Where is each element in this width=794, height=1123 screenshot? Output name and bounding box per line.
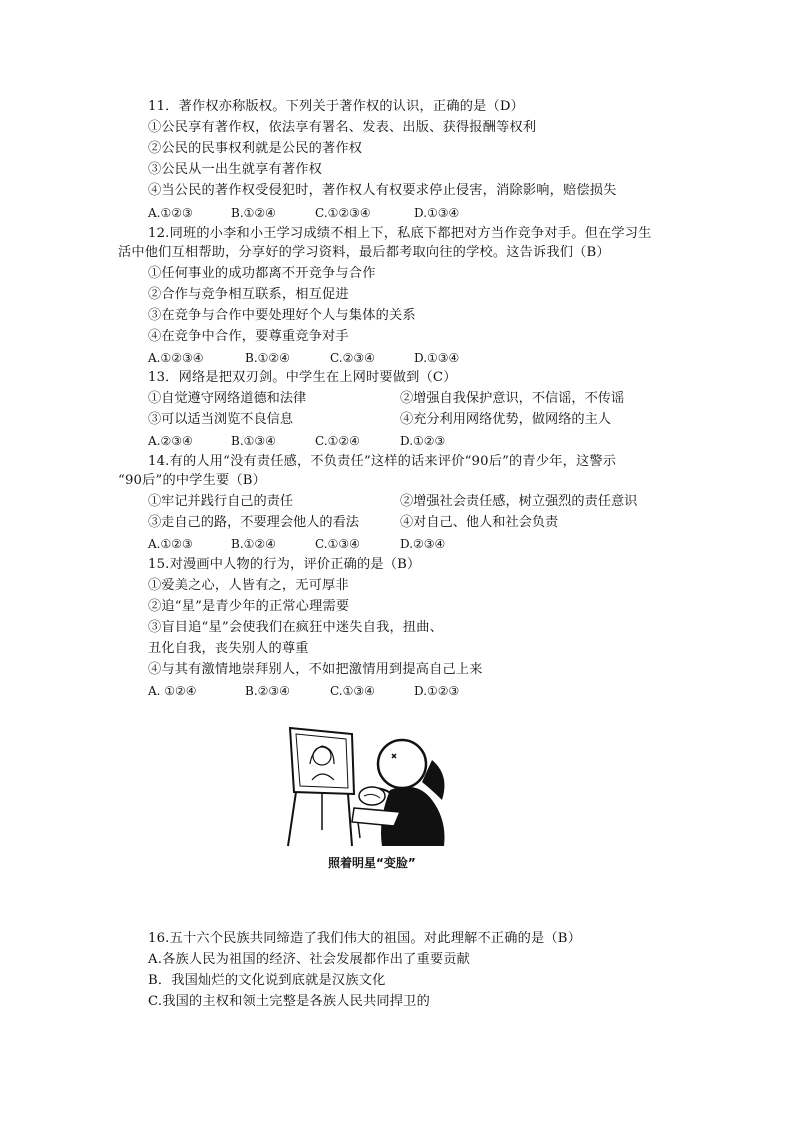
q13-item-3: ③可以适当浏览不良信息 (148, 412, 294, 427)
q11-item-1: ①公民享有著作权，依法享有署名、发表、出版、获得报酬等权利 (148, 120, 537, 135)
q14-stem-line2: “90后”的中学生要（B） (118, 473, 267, 488)
q14-option-c: C.①③④ (315, 537, 360, 551)
q15-stem: 15.对漫画中人物的行为，评价正确的是（B） (148, 557, 421, 572)
q13-option-c: C.①②④ (315, 434, 360, 448)
q15-item-2: ②追“星”是青少年的正常心理需要 (148, 599, 350, 614)
q15-item-3: ③盲目追“星”会使我们在疯狂中迷失自我，扭曲、 (148, 620, 444, 635)
q14-item-4: ④对自己、他人和社会负责 (400, 515, 559, 530)
q13-stem: 13．网络是把双刃剑。中学生在上网时要做到（C） (148, 370, 457, 385)
q11-stem: 11．著作权亦称版权。下列关于著作权的认识，正确的是（D） (148, 99, 525, 114)
q11-option-b: B.①②④ (231, 206, 276, 220)
q13-item-2: ②增强自我保护意识，不信谣，不传谣 (400, 391, 625, 406)
q15-option-c: C.①③④ (330, 684, 375, 698)
q12-option-d: D.①③④ (414, 351, 460, 365)
q14-option-a: A.①②③ (148, 537, 193, 551)
q12-stem-line2: 活中他们互相帮助，分享好的学习资料，最后都考取向往的学校。这告诉我们（B） (118, 245, 610, 260)
q13-item-4: ④充分利用网络优势，做网络的主人 (400, 412, 611, 427)
cartoon-illustration (282, 720, 452, 848)
q14-option-d: D.②③④ (400, 537, 446, 551)
q11-option-d: D.①③④ (414, 206, 460, 220)
q11-option-a: A.①②③ (148, 206, 193, 220)
q13-option-b: B.①③④ (231, 434, 276, 448)
q15-option-b: B.②③④ (245, 684, 290, 698)
q14-option-b: B.①②④ (231, 537, 276, 551)
q14-stem-line1: 14.有的人用“没有责任感，不负责任”这样的话来评价“90后”的青少年，这警示 (148, 454, 617, 469)
q16-option-c: C.我国的主权和领土完整是各族人民共同捍卫的 (148, 994, 430, 1009)
q11-item-4: ④当公民的著作权受侵犯时，著作权人有权要求停止侵害，消除影响，赔偿损失 (148, 183, 617, 198)
q15-item-4: ④与其有激情地崇拜别人，不如把激情用到提高自己上来 (148, 662, 483, 677)
q15-option-d: D.①②③ (414, 684, 460, 698)
cartoon-caption: 照着明星“变脸” (328, 856, 416, 870)
q13-item-1: ①自觉遵守网络道德和法律 (148, 391, 307, 406)
q15-option-a: A. ①②④ (148, 684, 197, 698)
q16-option-a: A.各族人民为祖国的经济、社会发展都作出了重要贡献 (148, 952, 471, 967)
q11-option-c: C.①②③④ (315, 206, 371, 220)
q12-item-4: ④在竞争中合作，要尊重竞争对手 (148, 329, 349, 344)
q12-item-3: ③在竞争与合作中要处理好个人与集体的关系 (148, 308, 416, 323)
q13-option-a: A.②③④ (148, 434, 193, 448)
q16-option-b: B．我国灿烂的文化说到底就是汉族文化 (148, 973, 386, 988)
q15-item-1: ①爱美之心，人皆有之，无可厚非 (148, 578, 349, 593)
q12-item-2: ②合作与竞争相互联系，相互促进 (148, 287, 349, 302)
q14-item-3: ③走自己的路，不要理会他人的看法 (148, 515, 359, 530)
q12-option-b: B.①②④ (245, 351, 290, 365)
q12-item-1: ①任何事业的成功都离不开竞争与合作 (148, 266, 376, 281)
q11-item-3: ③公民从一出生就享有著作权 (148, 162, 323, 177)
q12-option-c: C.②③④ (330, 351, 375, 365)
q16-stem: 16.五十六个民族共同缔造了我们伟大的祖国。对此理解不正确的是（B） (148, 931, 582, 946)
q14-item-2: ②增强社会责任感，树立强烈的责任意识 (400, 494, 638, 509)
q12-stem-line1: 12.同班的小李和小王学习成绩不相上下，私底下都把对方当作竞争对手。但在学习生 (148, 226, 652, 241)
q13-option-d: D.①②③ (400, 434, 446, 448)
q14-item-1: ①牢记并践行自己的责任 (148, 494, 294, 509)
q11-item-2: ②公民的民事权利就是公民的著作权 (148, 141, 363, 156)
q15-item-3-cont: 丑化自我，丧失别人的尊重 (148, 641, 309, 656)
q12-option-a: A.①②③④ (148, 351, 204, 365)
